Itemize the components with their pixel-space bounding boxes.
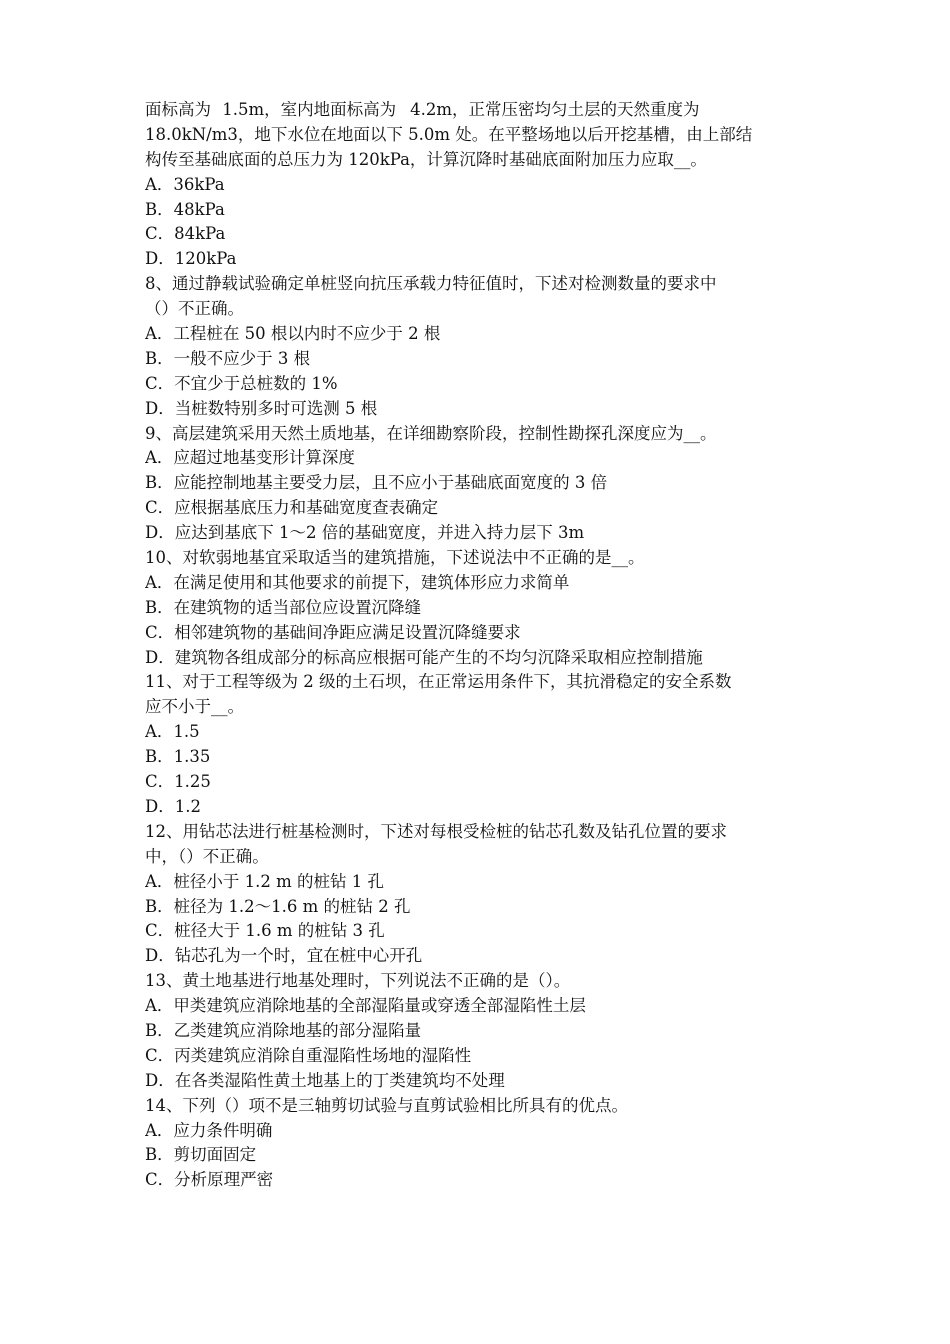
question-7-option-d: D．120kPa xyxy=(145,249,237,269)
question-9-option-c: C．应根据基底压力和基础宽度查表确定 xyxy=(145,498,439,518)
question-7-option-a: A．36kPa xyxy=(145,174,225,194)
question-11-line-2: 应不小于__。 xyxy=(145,697,244,717)
question-13-option-c: C．丙类建筑应消除自重湿陷性场地的湿陷性 xyxy=(145,1045,472,1065)
question-10-option-d: D．建筑物各组成部分的标高应根据可能产生的不均匀沉降采取相应控制措施 xyxy=(145,647,703,667)
question-8-option-b: B．一般不应少于 3 根 xyxy=(145,348,311,368)
question-11-option-d: D．1.2 xyxy=(145,796,201,816)
question-7-option-c: C．84kPa xyxy=(145,224,226,244)
question-9-option-d: D．应达到基底下 1～2 倍的基础宽度，并进入持力层下 3m xyxy=(145,523,585,543)
question-7-text-part-2: 1.5m，室内地面标高为 xyxy=(222,100,397,119)
question-8-line-2: （）不正确。 xyxy=(145,299,244,319)
question-11-option-b: B．1.35 xyxy=(145,747,211,767)
question-8-option-d: D．当桩数特别多时可选测 5 根 xyxy=(145,398,378,418)
question-13-option-a: A．甲类建筑应消除地基的全部湿陷量或穿透全部湿陷性土层 xyxy=(145,996,586,1016)
question-7-line-2: 18.0kN/m3，地下水位在地面以下 5.0m 处。在平整场地以后开挖基槽，由上部结 xyxy=(145,124,753,144)
question-14-option-b: B．剪切面固定 xyxy=(145,1145,257,1165)
question-10-option-a: A．在满足使用和其他要求的前提下，建筑体形应力求简单 xyxy=(145,572,570,592)
question-7-line-1 xyxy=(145,98,815,123)
document-body xyxy=(145,98,815,1193)
question-14-option-c: C．分析原理严密 xyxy=(145,1170,274,1190)
question-9-line-1: 9、高层建筑采用天然土质地基，在详细勘察阶段，控制性勘探孔深度应为__。 xyxy=(145,423,717,443)
question-12-option-b: B．桩径为 1.2～1.6 m 的桩钻 2 孔 xyxy=(145,896,411,916)
question-10-option-b: B．在建筑物的适当部位应设置沉降缝 xyxy=(145,597,422,617)
question-12-option-a: A．桩径小于 1.2 m 的桩钻 1 孔 xyxy=(145,871,385,891)
question-11-option-c: C．1.25 xyxy=(145,772,211,792)
question-7-text-part-1: 面标高为 xyxy=(145,100,217,119)
question-8-option-c: C．不宜少于总桩数的 1% xyxy=(145,373,338,393)
question-7-line-3: 构传至基础底面的总压力为 120kPa，计算沉降时基础底面附加压力应取__。 xyxy=(145,149,707,169)
question-13-line-1: 13、黄土地基进行地基处理时，下列说法不正确的是（）。 xyxy=(145,971,571,991)
question-13-option-d: D．在各类湿陷性黄土地基上的丁类建筑均不处理 xyxy=(145,1070,505,1090)
question-14-option-a: A．应力条件明确 xyxy=(145,1120,273,1140)
question-10-option-c: C．相邻建筑物的基础间净距应满足设置沉降缝要求 xyxy=(145,622,521,642)
question-12-option-c: C．桩径大于 1.6 m 的桩钻 3 孔 xyxy=(145,921,385,941)
question-12-option-d: D．钻芯孔为一个时，宜在桩中心开孔 xyxy=(145,946,423,966)
question-14-line-1: 14、下列（）项不是三轴剪切试验与直剪试验相比所具有的优点。 xyxy=(145,1095,628,1115)
question-7-option-b: B．48kPa xyxy=(145,199,225,219)
question-9-option-b: B．应能控制地基主要受力层，且不应小于基础底面宽度的 3 倍 xyxy=(145,473,608,493)
question-11-line-1: 11、对于工程等级为 2 级的土石坝，在正常运用条件下，其抗滑稳定的安全系数 xyxy=(145,672,732,692)
question-13-option-b: B．乙类建筑应消除地基的部分湿陷量 xyxy=(145,1020,422,1040)
question-8-line-1: 8、通过静载试验确定单桩竖向抗压承载力特征值时，下述对检测数量的要求中 xyxy=(145,274,717,294)
question-12-line-1: 12、用钻芯法进行桩基检测时，下述对每根受检桩的钻芯孔数及钻孔位置的要求 xyxy=(145,821,727,841)
question-9-option-a: A．应超过地基变形计算深度 xyxy=(145,448,355,468)
question-8-option-a: A．工程桩在 50 根以内时不应少于 2 根 xyxy=(145,324,441,344)
question-7-text-part-3: 4.2m，正常压密均匀土层的天然重度为 xyxy=(410,100,700,119)
question-11-option-a: A．1.5 xyxy=(145,722,200,742)
question-10-line-1: 10、对软弱地基宜采取适当的建筑措施，下述说法中不正确的是__。 xyxy=(145,548,645,568)
question-12-line-2: 中，（）不正确。 xyxy=(145,846,269,866)
